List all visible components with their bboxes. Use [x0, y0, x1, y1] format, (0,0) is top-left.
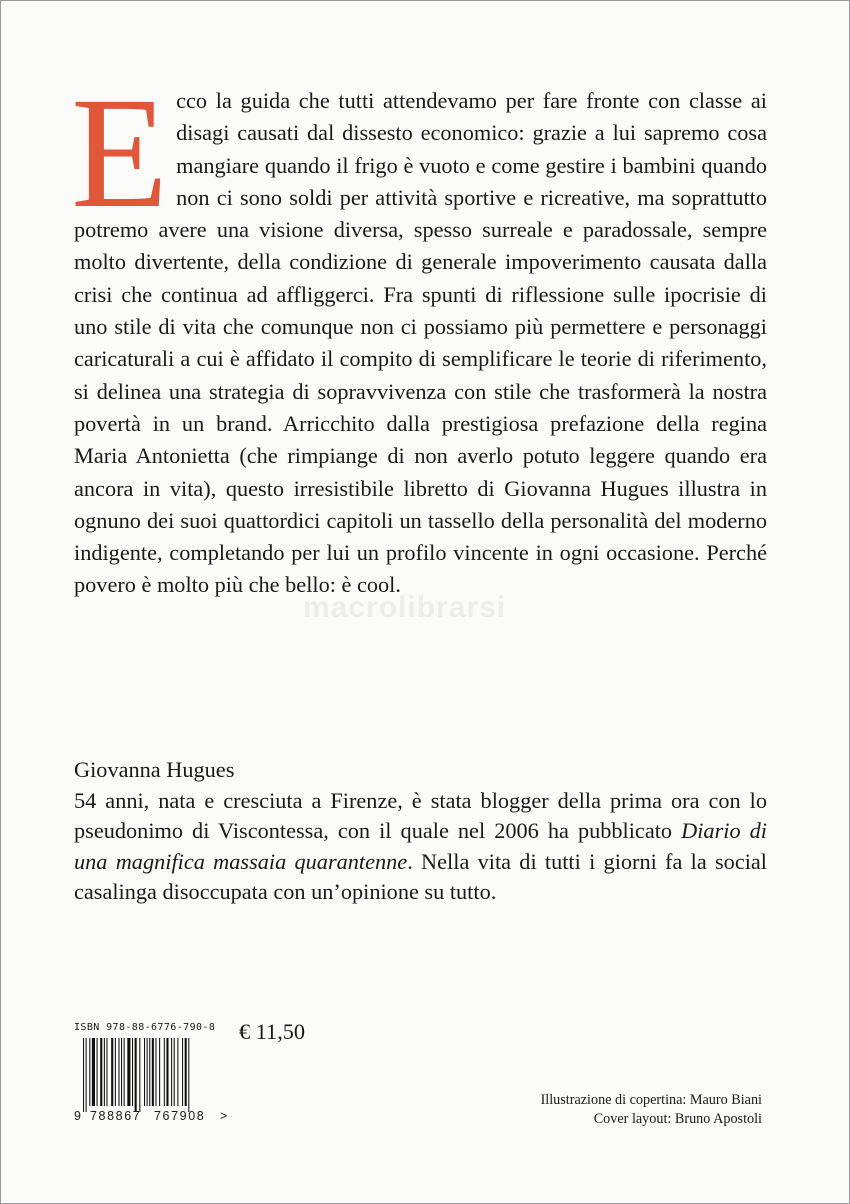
- credits: [541, 1091, 762, 1129]
- blurb-text: cco la guida che tutti attendevamo per fare fronte con classe ai disagi causati dal dissesto economico: grazie a lui sapremo cosa mangiare quando il frigo è vuoto e come gestire i bambini quando non ci sono soldi per attività sportive e ricreative, ma soprattutto potremo avere una visione diversa, spesso surreale e paradossale, sempre molto divertente, della condizione di generale impoverimento causata dalla crisi che continua ad affliggerci. Fra spunti di riflessione sulle ipocrisie di uno stile di vita che comunque non ci possiamo più permettere e personaggi caricaturali a cui è affidato il compito di semplificare le teorie di riferimento, si delinea una strategia di sopravvivenza con stile che trasformerà la nostra povertà in un brand. Arricchito dalla prestigiosa prefazione della regina Maria Antonietta (che rimpiange di non averlo potuto leggere quando era ancora in vita), questo irresistibile libretto di Giovanna Hugues illustra in ognuno dei suoi quattordici capitoli un tassello della personalità del moderno indigente, completando per lui un profilo vincente in ogni occasione. Perché povero è molto più che bello: è cool.: [74, 88, 767, 598]
- price: € 11,50: [239, 1019, 306, 1044]
- barcode-bar: [127, 1038, 130, 1106]
- barcode-bar: [152, 1038, 154, 1106]
- barcode-left-digits: 788867: [90, 1109, 142, 1123]
- barcode-bar: [149, 1038, 150, 1106]
- watermark: macrolibrarsi: [303, 591, 507, 624]
- barcode-bar: [139, 1038, 140, 1112]
- barcode-bar: [147, 1038, 148, 1106]
- barcode-bar: [164, 1038, 165, 1106]
- barcode-bar: [111, 1038, 113, 1106]
- author-bio-text: 54 anni, nata e cresciuta a Firenze, è stata blogger della prima ora con lo pseudonimo di Viscontessa, con il quale nel 2006 ha pubblicato: [74, 787, 767, 843]
- barcode-bars: [83, 1038, 219, 1114]
- blurb-paragraph: [71, 65, 767, 602]
- barcode-bar: [135, 1038, 137, 1112]
- barcode-bar: [185, 1038, 187, 1106]
- barcode-bar: [124, 1038, 125, 1106]
- barcode-bar: [106, 1038, 107, 1106]
- barcode-bar: [86, 1038, 87, 1112]
- barcode-bar: [132, 1038, 133, 1106]
- barcode-bar: [115, 1038, 116, 1106]
- layout-credit: Cover layout: Bruno Apostoli: [593, 1111, 762, 1127]
- author-name: Giovanna Hugues: [74, 757, 235, 782]
- drop-cap-letter: E: [71, 65, 169, 241]
- book-title-reference: Diario di una magnifica massaia quarantenne: [74, 818, 767, 874]
- illustration-credit: Illustrazione di copertina: Mauro Biani: [540, 1092, 762, 1108]
- barcode-bar: [182, 1038, 183, 1106]
- barcode-bar: [171, 1038, 172, 1106]
- barcode-bar: [166, 1038, 168, 1106]
- barcode-bar: [92, 1038, 95, 1106]
- barcode-bar: [155, 1038, 156, 1106]
- author-bio-text-end: . Nella vita di tutti i giorni fa la social casalinga disoccupata con un’opinione su tutto.: [74, 848, 768, 904]
- barcode-bar: [177, 1038, 178, 1106]
- barcode-bar: [144, 1038, 145, 1106]
- barcode-bar: [83, 1038, 84, 1112]
- barcode-right-digits: 767908: [154, 1109, 206, 1123]
- barcode-bar: [104, 1038, 105, 1106]
- author-section: [74, 755, 767, 908]
- barcode-bar: [118, 1038, 119, 1106]
- author-bio: [74, 786, 767, 908]
- barcode-bar: [174, 1038, 175, 1106]
- barcode-bar: [188, 1038, 189, 1112]
- isbn-label: ISBN 978-88-6776-790-8: [74, 1022, 216, 1033]
- blurb: [71, 65, 767, 602]
- barcode-first-digit: 9: [74, 1109, 81, 1123]
- barcode-bar: [89, 1038, 90, 1106]
- barcode-bar: [100, 1038, 102, 1106]
- barcode-quiet-zone-mark: >: [220, 1109, 228, 1123]
- barcode-bar: [97, 1038, 98, 1106]
- barcode-bar: [159, 1038, 160, 1106]
- barcode-bar: [121, 1038, 122, 1106]
